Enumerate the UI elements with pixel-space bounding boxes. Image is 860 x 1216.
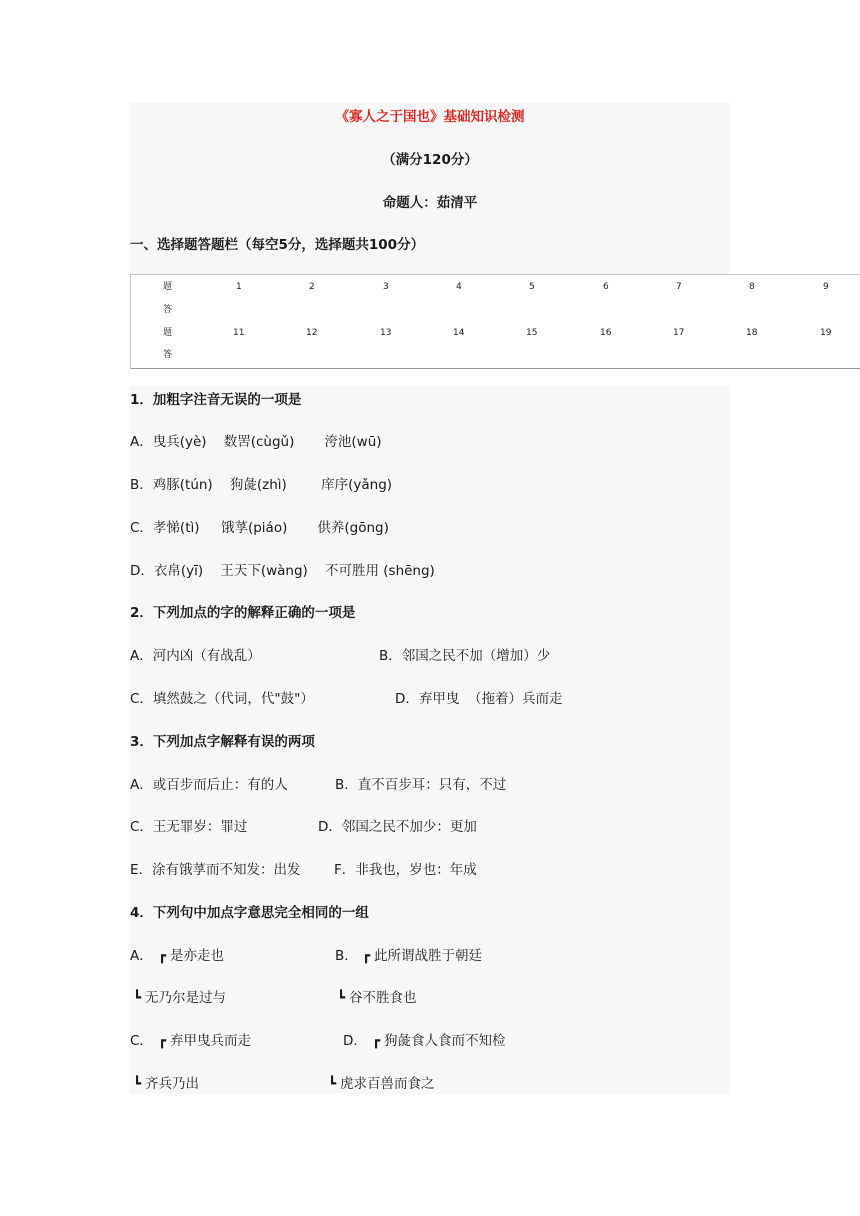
- question-4-option-c-label: C．: [130, 1033, 153, 1049]
- document-title: 《寡人之于国也》基础知识检测: [335, 109, 525, 125]
- bracket-bottom-icon: ┗: [133, 990, 142, 1006]
- row-label-answer-1: 答: [163, 305, 173, 315]
- table-number: 14: [453, 328, 465, 338]
- question-4-option-c-line-2: 齐兵乃出: [145, 1076, 199, 1092]
- score-note: （满分120分）: [382, 152, 478, 168]
- bracket-top-icon: ┏: [362, 948, 371, 964]
- table-number: 4: [456, 282, 462, 292]
- table-number: 17: [673, 328, 685, 338]
- question-1-option-b: B．鸡豚(tún) 狗彘(zhì) 庠序(yǎng): [130, 477, 393, 493]
- table-number: 1: [236, 282, 242, 292]
- bracket-bottom-icon: ┗: [337, 990, 346, 1006]
- bracket-top-icon: ┏: [158, 948, 167, 964]
- table-number: 11: [233, 328, 245, 338]
- question-4-stem: 4．下列句中加点字意思完全相同的一组: [130, 905, 369, 921]
- table-number: 5: [529, 282, 535, 292]
- question-2-stem: 2．下列加点的字的解释正确的一项是: [130, 605, 356, 621]
- table-number: 9: [823, 282, 829, 292]
- question-4-option-b-label: B．: [335, 948, 358, 964]
- table-number: 16: [600, 328, 612, 338]
- bracket-bottom-icon: ┗: [328, 1076, 337, 1092]
- question-3-option-c: C．王无罪岁：罪过: [130, 819, 248, 835]
- question-3-option-a: A．或百步而后止：有的人: [130, 777, 288, 793]
- question-3-stem: 3．下列加点字解释有误的两项: [130, 734, 315, 750]
- table-number: 2: [309, 282, 315, 292]
- row-label-question-1: 题: [163, 282, 173, 292]
- table-number: 7: [676, 282, 682, 292]
- question-4-option-d-label: D．: [343, 1033, 367, 1049]
- question-4-option-d-line-2: 虎求百兽而食之: [340, 1076, 435, 1092]
- table-number: 19: [820, 328, 832, 338]
- question-3-option-d: D．邻国之民不加少：更加: [318, 819, 477, 835]
- table-number: 12: [306, 328, 318, 338]
- row-label-answer-2: 答: [163, 350, 173, 360]
- bracket-top-icon: ┏: [158, 1033, 167, 1049]
- question-4-option-a-line-1: 是亦走也: [170, 948, 224, 964]
- question-2-option-a: A．河内凶（有战乱）: [130, 648, 261, 664]
- answer-table: [130, 274, 860, 369]
- question-4-option-b-line-2: 谷不胜食也: [349, 990, 417, 1006]
- question-4-option-a-line-2: 无乃尔是过与: [145, 990, 226, 1006]
- question-3-option-e: E．涂有饿莩而不知发：出发: [130, 862, 301, 878]
- table-number: 15: [526, 328, 538, 338]
- bracket-bottom-icon: ┗: [133, 1076, 142, 1092]
- author-line: 命题人：茹清平: [382, 195, 478, 211]
- table-number: 3: [383, 282, 389, 292]
- row-label-question-2: 题: [163, 328, 173, 338]
- question-1-option-d: D．衣帛(yī) 王天下(wàng) 不可胜用 (shēng): [130, 563, 435, 579]
- table-number: 8: [749, 282, 755, 292]
- question-3-option-b: B．直不百步耳：只有，不过: [335, 777, 507, 793]
- question-1-stem: 1．加粗字注音无误的一项是: [130, 392, 302, 408]
- question-2-option-d: D．弃甲曳 （拖着）兵而走: [395, 691, 563, 707]
- section-heading: 一、选择题答题栏（每空5分，选择题共100分）: [130, 237, 425, 253]
- question-2-option-c: C．填然鼓之（代词，代"鼓"）: [130, 691, 314, 707]
- question-4-option-a-label: A．: [130, 948, 153, 964]
- question-4-option-b-line-1: 此所谓战胜于朝廷: [374, 948, 482, 964]
- question-4-option-d-line-1: 狗彘食人食而不知检: [384, 1033, 506, 1049]
- question-1-option-a: A．曳兵(yè) 数罟(cùgǔ) 洿池(wū): [130, 434, 382, 450]
- question-3-option-f: F．非我也，岁也：年成: [334, 862, 477, 878]
- question-4-option-c-line-1: 弃甲曳兵而走: [170, 1033, 251, 1049]
- table-number: 6: [603, 282, 609, 292]
- question-2-option-b: B．邻国之民不加（增加）少: [379, 648, 551, 664]
- table-number: 13: [380, 328, 392, 338]
- bracket-top-icon: ┏: [372, 1033, 381, 1049]
- question-1-option-c: C．孝悌(tì) 饿莩(piáo) 供养(gōng): [130, 520, 389, 536]
- table-number: 18: [746, 328, 758, 338]
